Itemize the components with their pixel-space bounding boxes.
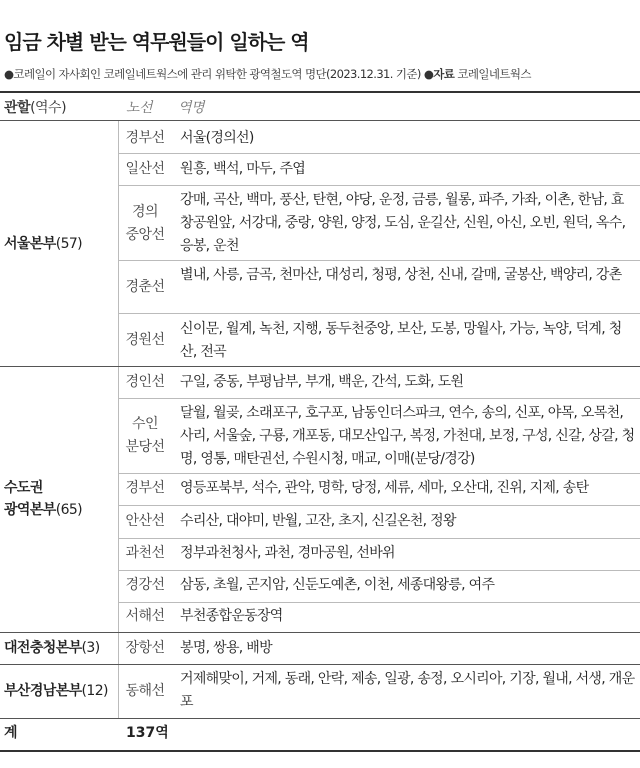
row-divider [118, 602, 640, 603]
line-name: 서해선 [125, 608, 165, 624]
station-list: 원흥, 백석, 마두, 주엽 [180, 161, 306, 177]
subtitle-note: ●코레일이 자사회인 코레일네트웍스에 관리 위탁한 광역철도역 명단(2023.12.31. 기준) [4, 67, 421, 81]
row-divider [118, 260, 640, 261]
header-rule [0, 120, 640, 121]
bottom-rule [0, 750, 640, 752]
region-sudogwon: 수도권 광역본부(65) [4, 480, 83, 518]
source-label: ●자료 [423, 67, 455, 81]
line-name: 동해선 [125, 683, 165, 699]
top-rule [0, 91, 640, 93]
station-list: 부천종합운동장역 [180, 608, 283, 624]
region-divider [0, 664, 640, 665]
station-list: 서울(경의선) [180, 130, 254, 146]
header-stations: 역명 [178, 100, 205, 116]
total-value: 137역 [126, 725, 169, 741]
region-busan: 부산경남본부(12) [4, 683, 108, 699]
region-divider [0, 632, 640, 633]
line-name: 경원선 [125, 332, 165, 348]
row-divider [118, 538, 640, 539]
line-name: 경춘선 [125, 279, 165, 295]
subtitle [4, 66, 531, 82]
line-name: 경부선 [125, 480, 165, 496]
line-name: 경부선 [125, 130, 165, 146]
station-list: 달월, 월곶, 소래포구, 호구포, 남동인더스파크, 연수, 송의, 신포, 야목, 오목천, 사리, 서울숲, 구룡, 개포동, 대모산입구, 복정, 가천대, 보정, 구성, 신갈, 상갈, 청명, 영통, 매탄권선, 수원시청, 매교, 이매(분당/경강) [180, 405, 635, 467]
station-list: 구일, 중동, 부평남부, 부개, 백운, 간석, 도화, 도원 [180, 374, 464, 390]
station-list: 수리산, 대야미, 반월, 고잔, 초지, 신길온천, 정왕 [180, 513, 456, 529]
row-divider [118, 153, 640, 154]
header-line: 노선 [126, 100, 153, 116]
station-list: 삼동, 초월, 곤지암, 신둔도예촌, 이천, 세종대왕릉, 여주 [180, 577, 495, 593]
header-jurisdiction: 관할(역수) [4, 100, 67, 116]
line-name: 경인선 [125, 374, 165, 390]
station-list: 정부과천청사, 과천, 경마공원, 선바위 [180, 545, 395, 561]
total-label: 계 [4, 725, 18, 741]
line-name: 과천선 [125, 545, 165, 561]
station-list: 별내, 사릉, 금곡, 천마산, 대성리, 청평, 상천, 신내, 갈매, 굴봉산, 백양리, 강촌 [180, 267, 622, 283]
row-divider [118, 398, 640, 399]
row-divider [118, 473, 640, 474]
row-divider [118, 505, 640, 506]
line-name: 경강선 [125, 577, 165, 593]
source-value: 코레일네트웍스 [457, 67, 531, 81]
row-divider [118, 313, 640, 314]
total-divider [0, 718, 640, 719]
row-divider [118, 185, 640, 186]
page-title: 임금 차별 받는 역무원들이 일하는 역 [4, 30, 309, 54]
line-name: 장항선 [125, 640, 165, 656]
line-name: 일산선 [125, 161, 165, 177]
line-name: 경의 중앙선 [125, 204, 165, 243]
region-daejeon: 대전충청본부(3) [4, 640, 100, 656]
station-list: 강매, 곡산, 백마, 풍산, 탄현, 야당, 운정, 금릉, 월롱, 파주, 가좌, 이촌, 한남, 효창공원앞, 서강대, 중랑, 양원, 양정, 도심, 운길산, 신원, 아신, 오빈, 원덕, 옥수, 응봉, 운천 [180, 192, 626, 254]
row-divider [118, 570, 640, 571]
station-list: 거제해맞이, 거제, 동래, 안락, 제송, 일광, 송정, 오시리아, 기장, 월내, 서생, 개운포 [180, 671, 635, 710]
line-name: 안산선 [125, 513, 165, 529]
station-list: 봉명, 쌍용, 배방 [180, 640, 272, 656]
station-list: 신이문, 월계, 녹천, 지행, 동두천중앙, 보산, 도봉, 망월사, 가능, 녹양, 덕계, 청산, 전곡 [180, 321, 622, 360]
region-seoul: 서울본부(57) [4, 236, 83, 252]
region-divider [0, 366, 640, 367]
station-list: 영등포북부, 석수, 관악, 명학, 당정, 세류, 세마, 오산대, 진위, 지제, 송탄 [180, 480, 589, 496]
line-name: 수인 분당선 [125, 416, 165, 455]
